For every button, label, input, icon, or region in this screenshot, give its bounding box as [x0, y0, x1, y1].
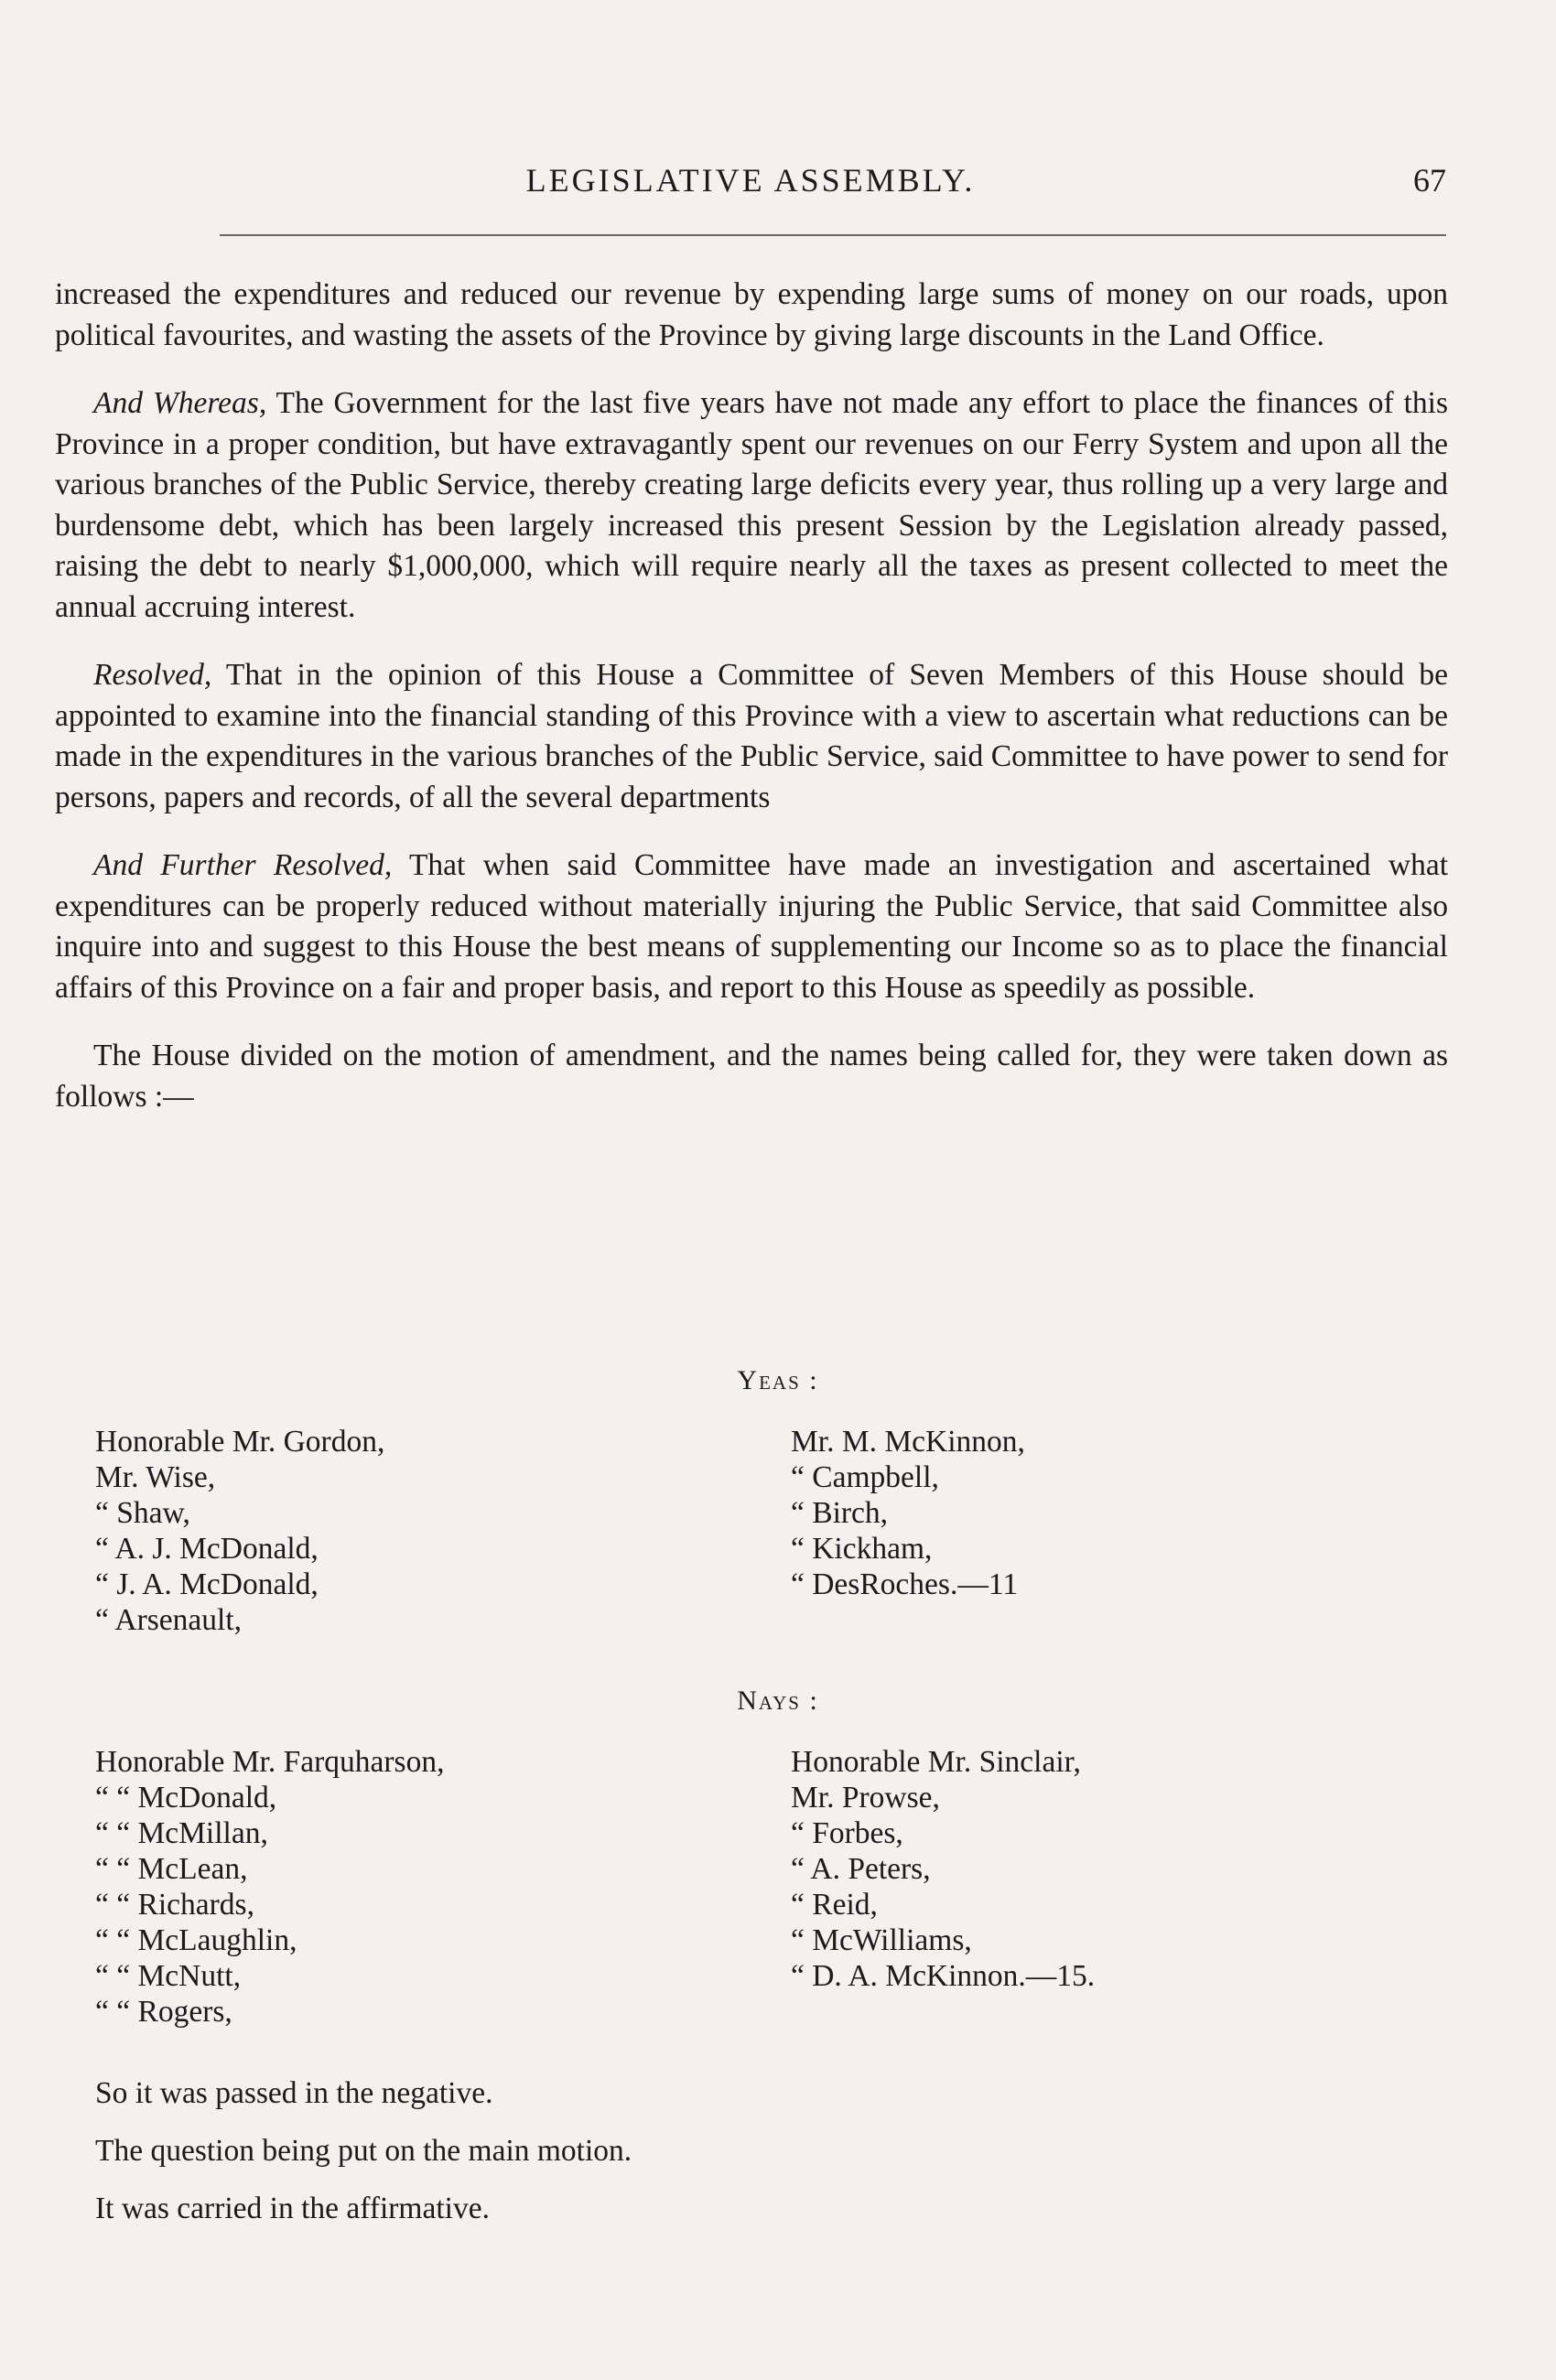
running-title: LEGISLATIVE ASSEMBLY.: [525, 162, 976, 199]
vote-name: Honorable Mr. Farquharson,: [95, 1745, 445, 1779]
paragraph-text: The House divided on the motion of amendment, and the names being called for, they were taken down as follows :—: [55, 1039, 1448, 1114]
paragraph-resolved: [55, 655, 1448, 818]
vote-name: Mr. Wise,: [95, 1460, 216, 1494]
yeas-heading: Yeas :: [737, 1365, 819, 1395]
closing-line: So it was passed in the negative.: [95, 2076, 493, 2110]
vote-name: “ Reid,: [791, 1888, 878, 1922]
vote-name: “ Shaw,: [95, 1496, 190, 1530]
closing-statements: [95, 2075, 1377, 2248]
vote-name: “ “ McDonald,: [95, 1781, 277, 1815]
vote-name: “ DesRoches.—11: [791, 1567, 1019, 1601]
vote-name: “ D. A. McKinnon.—15.: [791, 1959, 1096, 1993]
paragraph-division: [55, 1036, 1448, 1117]
closing-line: It was carried in the affirmative.: [95, 2192, 490, 2225]
nays-right-column: [791, 1744, 1095, 1994]
nays-left-column: [95, 1744, 444, 2030]
vote-name: “ J. A. McDonald,: [95, 1567, 319, 1601]
vote-name: “ Campbell,: [791, 1460, 939, 1494]
vote-name: “ “ McMillan,: [95, 1816, 268, 1850]
vote-name: Honorable Mr. Sinclair,: [791, 1745, 1081, 1779]
yeas-left-column: [95, 1424, 384, 1638]
header-rule: [220, 234, 1446, 236]
paragraph-text: The Government for the last five years have not made any effort to place the finances of this Province in a proper condition, but have extravagantly spent our revenues on our Ferry System and upon all the various branches of the Public Service, thereby creating large deficits every year, thus rolling up a very large and burdensome debt, which has been largely increased this present Session by the Legislation already passed, raising the debt to nearly $1,000,000, which will require nearly all the taxes as present collected to meet the annual accruing interest.: [55, 386, 1448, 624]
vote-name: “ McWilliams,: [791, 1923, 972, 1957]
page-number: 67: [1413, 162, 1446, 199]
vote-name: “ “ McNutt,: [95, 1959, 242, 1993]
running-header: [55, 161, 1446, 207]
paragraph-lead: And Whereas,: [93, 386, 267, 420]
vote-name: Honorable Mr. Gordon,: [95, 1425, 385, 1459]
body-text: [55, 275, 1448, 1145]
vote-name: “ Arsenault,: [95, 1603, 243, 1637]
vote-name: Mr. M. McKinnon,: [791, 1425, 1025, 1459]
vote-name: Mr. Prowse,: [791, 1781, 940, 1815]
vote-name: “ Kickham,: [791, 1532, 933, 1566]
paragraph-lead: Resolved,: [93, 658, 212, 692]
vote-name: “ “ McLean,: [95, 1852, 248, 1886]
paragraph-continuation: [55, 275, 1448, 356]
paragraph-text: That when said Committee have made an investigation and ascertained what expenditures can be properly reduced without materially injuring the Public Service, that said Committee also inquire into and suggest to this House the best means of supplementing our Income so as to place the financial affairs of this Province on a fair and proper basis, and report to this House as speedily as possible.: [55, 848, 1449, 1005]
closing-line: The question being put on the main motion.: [95, 2134, 632, 2168]
paragraph-whereas: [55, 383, 1448, 628]
vote-name: “ A. Peters,: [791, 1852, 931, 1886]
paragraph-text: increased the expenditures and reduced our revenue by expending large sums of money on our roads, upon political favourites, and wasting the assets of the Province by giving large discounts in the Land Office.: [55, 277, 1448, 352]
vote-name: “ A. J. McDonald,: [95, 1532, 319, 1566]
vote-name: “ “ Rogers,: [95, 1995, 232, 2029]
vote-name: “ Forbes,: [791, 1816, 903, 1850]
paragraph-lead: And Further Resolved,: [93, 848, 393, 882]
vote-name: “ “ Richards,: [95, 1888, 254, 1922]
vote-name: “ “ McLaughlin,: [95, 1923, 297, 1957]
vote-name: “ Birch,: [791, 1496, 889, 1530]
nays-heading: Nays :: [737, 1685, 819, 1716]
paragraph-further-resolved: [55, 845, 1448, 1008]
yeas-right-column: [791, 1424, 1025, 1602]
paragraph-text: That in the opinion of this House a Committee of Seven Members of this House should be appointed to examine into the financial standing of this Province with a view to ascertain what reductions can be made in the expenditures in the various branches of the Public Service, said Committee to have power to send for persons, papers and records, of all the several departments: [55, 658, 1448, 814]
